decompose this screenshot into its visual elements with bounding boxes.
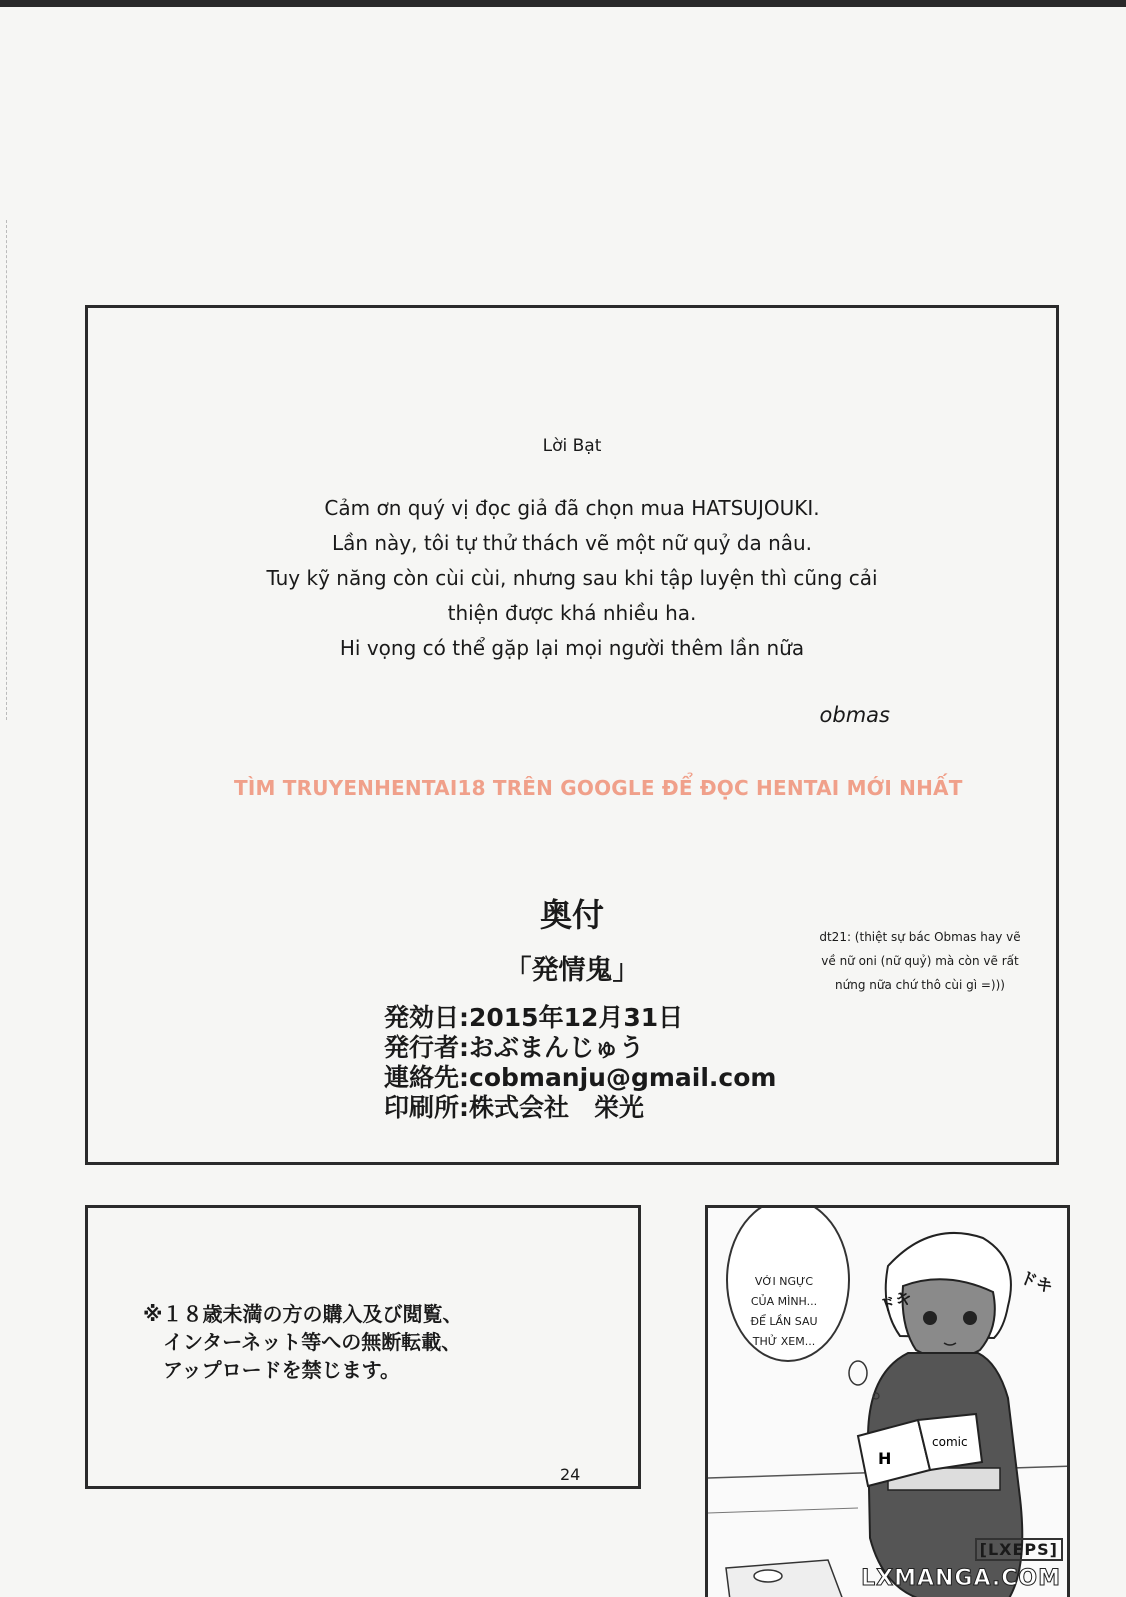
bubble-line: ĐỂ LẦN SAU	[750, 1315, 818, 1328]
page-number: 24	[560, 1465, 581, 1484]
sfx-right: ドキ	[1016, 1267, 1056, 1299]
age-restriction-notice-box	[85, 1205, 641, 1489]
bubble-line: VỚI NGỰC	[754, 1275, 814, 1288]
colophon-line: 印刷所:株式会社 栄光	[384, 1093, 644, 1122]
book-letter: H	[878, 1449, 892, 1468]
notice-line: ※１８歳未満の方の購入及び閲覧、	[143, 1302, 463, 1326]
age-restriction-notice	[143, 1300, 462, 1384]
floor-line	[708, 1508, 858, 1513]
tray-shape	[726, 1560, 843, 1597]
author-signature: obmas	[819, 703, 890, 727]
notice-line: インターネット等への無断転載、	[143, 1330, 462, 1354]
thought-bubble	[849, 1361, 867, 1385]
colophon-work-title: 「発情鬼」	[504, 955, 640, 986]
translator-note	[809, 925, 1031, 997]
colophon-title: 奥付	[539, 896, 604, 934]
afterword-line: thiện được khá nhiều ha.	[447, 601, 697, 625]
afterword-line: Tuy kỹ năng còn cùi cùi, nhưng sau khi tập luyện thì cũng cải	[266, 566, 878, 590]
scanlation-credit: [LXEPS]	[975, 1538, 1063, 1561]
colophon-details	[384, 1003, 776, 1123]
afterword-line: Hi vọng có thể gặp lại mọi người thêm lần nữa	[339, 636, 805, 660]
top-edge-bar	[0, 0, 1126, 7]
afterword-body	[88, 491, 1056, 666]
afterword-line: Lần này, tôi tự thử thách vẽ một nữ quỷ da nâu.	[331, 531, 813, 555]
manga-panel	[705, 1205, 1070, 1597]
sfx-left: ドキ	[876, 1287, 916, 1319]
cup-shape	[754, 1570, 782, 1582]
eye-left	[923, 1311, 937, 1325]
bubble-line: THỬ XEM...	[752, 1335, 816, 1348]
colophon-line: 発行者:おぶまんじゅう	[384, 1033, 644, 1062]
book-label: comic	[932, 1435, 968, 1449]
colophon-line: 連絡先:cobmanju@gmail.com	[384, 1063, 777, 1092]
face-shape	[903, 1279, 995, 1359]
afterword-line: Cảm ơn quý vị đọc giả đã chọn mua HATSUJOUKI.	[324, 496, 820, 520]
binding-edge	[0, 220, 7, 720]
bubble-line: CỦA MÌNH...	[750, 1295, 818, 1308]
translator-note-line: về nữ oni (nữ quỷ) mà còn vẽ rất	[821, 954, 1019, 968]
notice-line: アップロードを禁じます。	[143, 1358, 400, 1382]
afterword-colophon-box	[85, 305, 1059, 1165]
site-watermark: LXMANGA.COM	[861, 1566, 1061, 1591]
eye-right	[963, 1311, 977, 1325]
translator-note-line: nứng nữa chứ thô cùi gì =)))	[835, 978, 1005, 992]
watermark-text: TÌM TRUYENHENTAI18 TRÊN GOOGLE ĐỂ ĐỌC HENTAI MỚI NHẤT	[234, 776, 963, 800]
afterword-title: Lời Bạt	[542, 436, 602, 456]
colophon-line: 発効日:2015年12月31日	[384, 1003, 684, 1032]
translator-note-line: dt21: (thiệt sự bác Obmas hay vẽ	[819, 930, 1021, 944]
